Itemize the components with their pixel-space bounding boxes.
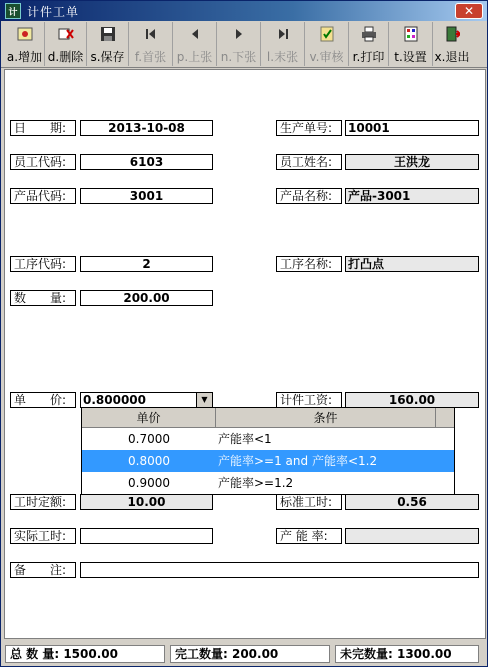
- product-code-label: 产品代码:: [10, 188, 76, 204]
- actual-hours-label: 实际工时:: [10, 528, 76, 544]
- approve-button[interactable]: [305, 22, 349, 66]
- last-record-label: l.末张: [266, 50, 299, 64]
- remark-label: 备 注:: [10, 562, 76, 578]
- window-title: 计件工单: [27, 4, 80, 19]
- print-label: r.打印: [352, 50, 385, 64]
- save-label: s.保存: [90, 50, 125, 64]
- exit-label: x.退出: [434, 50, 470, 64]
- status-done-qty: 完工数量: 200.00: [170, 645, 330, 663]
- product-name-field: 产品-3001: [345, 188, 479, 204]
- dropdown-row-price: 0.7000: [128, 432, 170, 446]
- add-icon: [17, 26, 33, 42]
- unit-price-dropdown: [81, 407, 455, 495]
- dropdown-header: [82, 408, 454, 428]
- next-icon: [231, 26, 247, 42]
- close-button[interactable]: ✕: [455, 3, 483, 19]
- process-name-field: 打凸点: [345, 256, 479, 272]
- delete-button[interactable]: [45, 22, 87, 66]
- piece-wage-label: 计件工资:: [276, 392, 342, 408]
- qty-field[interactable]: 200.00: [80, 290, 213, 306]
- qty-label: 数 量:: [10, 290, 76, 306]
- dropdown-row[interactable]: [82, 472, 454, 494]
- actual-hours-field[interactable]: [80, 528, 213, 544]
- save-icon: [100, 26, 116, 42]
- product-code-field[interactable]: 3001: [80, 188, 213, 204]
- piece-wage-field: 160.00: [345, 392, 479, 408]
- next-record-button[interactable]: [217, 22, 261, 66]
- dropdown-row-condition: 产能率>=1 and 产能率<1.2: [218, 454, 378, 468]
- add-button[interactable]: [5, 22, 45, 66]
- status-bar: [1, 642, 487, 666]
- title-bar: [1, 1, 487, 21]
- emp-code-label: 员工代码:: [10, 154, 76, 170]
- approve-icon: [319, 26, 335, 42]
- settings-icon: [403, 26, 419, 42]
- print-button[interactable]: [349, 22, 389, 66]
- delete-label: d.删除: [47, 50, 84, 64]
- emp-name-field: 王洪龙: [345, 154, 479, 170]
- first-record-button[interactable]: [129, 22, 173, 66]
- process-name-label: 工序名称:: [276, 256, 342, 272]
- last-icon: [275, 26, 291, 42]
- dropdown-row-price: 0.9000: [128, 476, 170, 490]
- first-record-label: f.首张: [134, 50, 167, 64]
- process-code-label: 工序代码:: [10, 256, 76, 272]
- delete-icon: [58, 26, 74, 42]
- dropdown-row-condition: 产能率<1: [218, 432, 272, 446]
- prev-icon: [187, 26, 203, 42]
- next-record-label: n.下张: [220, 50, 257, 64]
- hours-quota-label: 工时定额:: [10, 494, 76, 510]
- exit-button[interactable]: [433, 22, 471, 66]
- status-undone-qty: 未完数量: 1300.00: [335, 645, 479, 663]
- approve-label: v.审核: [309, 50, 344, 64]
- dropdown-row-selected[interactable]: [82, 450, 454, 472]
- dropdown-header-price: 单价: [82, 408, 216, 428]
- dropdown-row-condition: 产能率>=1.2: [218, 476, 294, 490]
- emp-code-field[interactable]: 6103: [80, 154, 213, 170]
- print-icon: [361, 26, 377, 42]
- dropdown-row-price: 0.8000: [128, 454, 170, 468]
- unit-price-value: 0.800000: [83, 393, 147, 407]
- app-icon: 计: [5, 3, 21, 19]
- date-label: 日 期:: [10, 120, 76, 136]
- order-no-label: 生产单号:: [276, 120, 342, 136]
- first-icon: [143, 26, 159, 42]
- dropdown-header-condition: 条件: [216, 408, 436, 428]
- std-hours-label: 标准工时:: [276, 494, 342, 510]
- productivity-label: 产 能 率:: [276, 528, 342, 544]
- dropdown-arrow-icon[interactable]: ▼: [196, 393, 212, 407]
- remark-field[interactable]: [80, 562, 479, 578]
- emp-name-label: 员工姓名:: [276, 154, 342, 170]
- toolbar: [1, 22, 487, 68]
- order-no-field[interactable]: 10001: [345, 120, 479, 136]
- last-record-button[interactable]: [261, 22, 305, 66]
- unit-price-combo[interactable]: [80, 392, 213, 408]
- std-hours-field: 0.56: [345, 494, 479, 510]
- status-total-qty: 总 数 量: 1500.00: [5, 645, 165, 663]
- date-field[interactable]: 2013-10-08: [80, 120, 213, 136]
- productivity-field: [345, 528, 479, 544]
- prev-record-label: p.上张: [176, 50, 213, 64]
- prev-record-button[interactable]: [173, 22, 217, 66]
- process-code-field[interactable]: 2: [80, 256, 213, 272]
- settings-button[interactable]: [389, 22, 433, 66]
- exit-icon: [444, 26, 460, 42]
- product-name-label: 产品名称:: [276, 188, 342, 204]
- save-button[interactable]: [87, 22, 129, 66]
- add-label: a.增加: [6, 50, 43, 64]
- settings-label: t.设置: [394, 50, 427, 64]
- unit-price-label: 单 价:: [10, 392, 76, 408]
- dropdown-row[interactable]: [82, 428, 454, 450]
- hours-quota-field: 10.00: [80, 494, 213, 510]
